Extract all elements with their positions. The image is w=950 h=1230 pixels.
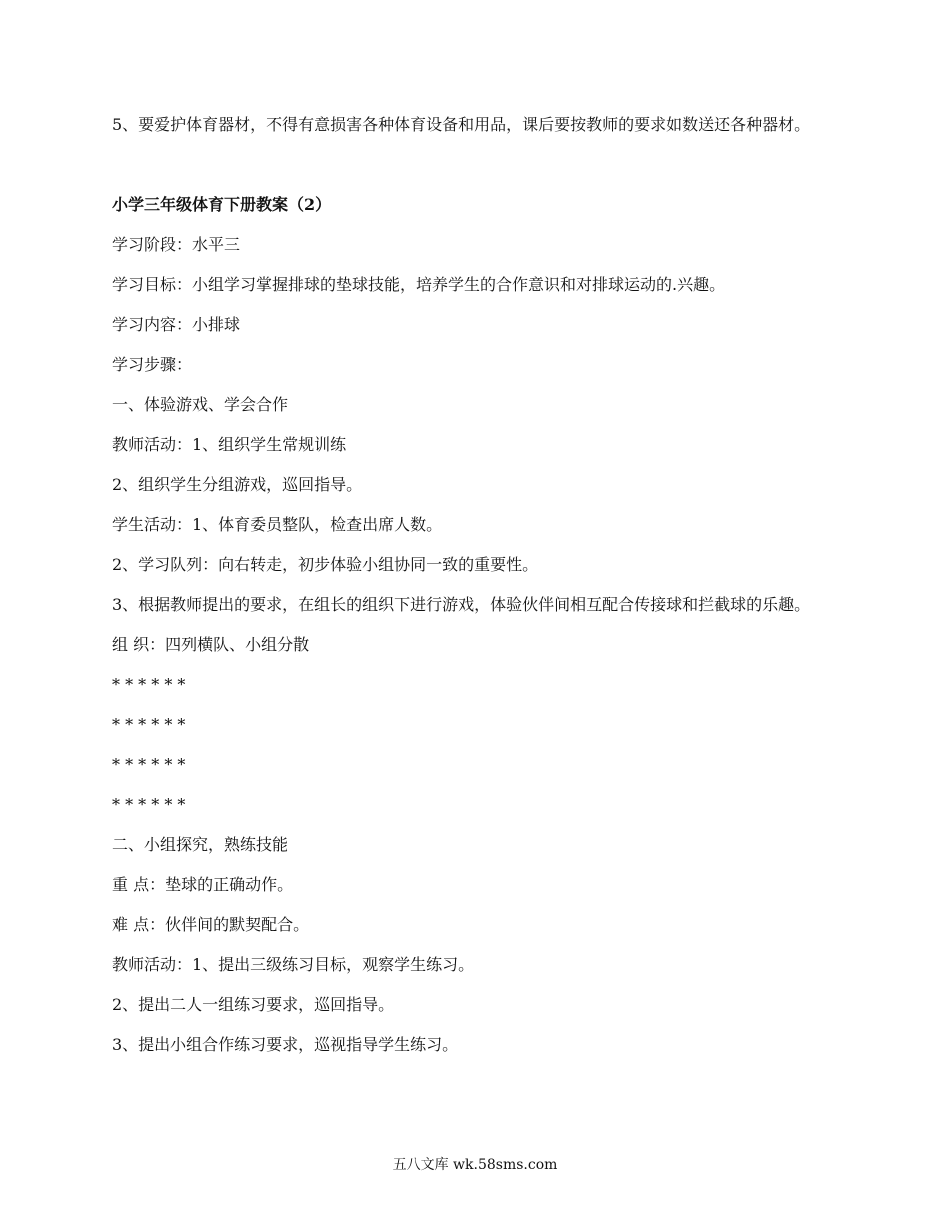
line-teacher-activity-2: 2、组织学生分组游戏，巡回指导。 [112, 475, 363, 494]
line-teacher-activity-1: 教师活动：1、组织学生常规训练 [112, 435, 347, 454]
line-learning-content: 学习内容：小排球 [112, 315, 241, 334]
formation-row: * * * * * * [112, 795, 186, 814]
line-learning-goal: 学习目标：小组学习掌握排球的垫球技能，培养学生的合作意识和对排球运动的.兴趣。 [112, 275, 726, 294]
line-learning-steps: 学习步骤： [112, 355, 193, 374]
line-difficulty: 难 点：伙伴间的默契配合。 [112, 915, 310, 934]
formation-row: * * * * * * [112, 715, 186, 734]
line-teacher-practice-1: 教师活动：1、提出三级练习目标，观察学生练习。 [112, 955, 475, 974]
intro-paragraph: 5、要爱护体育器材，不得有意损害各种体育设备和用品，课后要按教师的要求如数送还各种器材。 [112, 115, 811, 134]
line-teacher-practice-2: 2、提出二人一组练习要求，巡回指导。 [112, 995, 395, 1014]
lesson-lines [112, 233, 838, 1057]
document-body [112, 113, 838, 1057]
line-student-activity-2: 2、学习队列：向右转走，初步体验小组协同一致的重要性。 [112, 555, 539, 574]
line-student-activity-3: 3、根据教师提出的要求，在组长的组织下进行游戏，体验伙伴间相互配合传接球和拦截球的乐趣。 [112, 595, 811, 614]
formation-row: * * * * * * [112, 675, 186, 694]
line-learning-stage: 学习阶段：水平三 [112, 235, 241, 254]
formation-row: * * * * * * [112, 755, 186, 774]
line-step-one: 一、体验游戏、学会合作 [112, 395, 289, 414]
line-organization: 组 织：四列横队、小组分散 [112, 635, 310, 654]
footer-watermark: 五八文库 wk.58sms.com [392, 1157, 558, 1173]
line-step-two: 二、小组探究，熟练技能 [112, 835, 289, 854]
line-teacher-practice-3: 3、提出小组合作练习要求，巡视指导学生练习。 [112, 1035, 459, 1054]
section-title: 小学三年级体育下册教案（2） [112, 195, 332, 214]
line-student-activity-1: 学生活动：1、体育委员整队，检查出席人数。 [112, 515, 443, 534]
line-key-point: 重 点：垫球的正确动作。 [112, 875, 294, 894]
